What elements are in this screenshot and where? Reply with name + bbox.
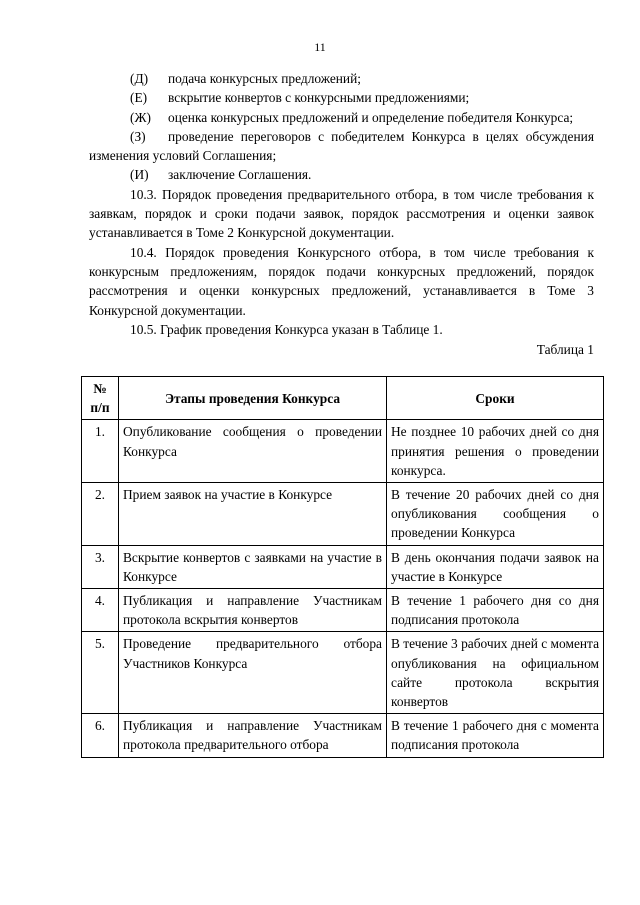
- table-row: [82, 632, 604, 714]
- row-stage: Опубликование сообщения о проведении Конкурса: [119, 420, 387, 483]
- row-num: 5.: [82, 632, 119, 714]
- document-body: [89, 69, 594, 359]
- list-text: вскрытие конвертов с конкурсными предложениями;: [168, 90, 470, 106]
- row-stage: Публикация и направление Участникам протокола предварительного отбора: [119, 714, 387, 757]
- paragraph-10-5: 10.5. График проведения Конкурса указан в Таблице 1.: [130, 321, 443, 337]
- row-stage: Проведение предварительного отбора Участников Конкурса: [119, 632, 387, 714]
- row-term: В течение 3 рабочих дней с момента опубликования на официальном сайте протокола вскрытия конвертов: [387, 632, 604, 714]
- list-marker: (Д): [130, 71, 149, 86]
- list-text: подача конкурсных предложений;: [168, 71, 361, 86]
- paragraph-10-4: 10.4. Порядок проведения Конкурсного отбора, в том числе требования к конкурсным предложениям, порядок подачи конкурсных предложений, порядок рассмотрения и оценки конкурсных предложений, устанавливается в Томе 3 Конкурсной документации.: [89, 244, 594, 318]
- list-item: [89, 127, 594, 166]
- row-term: В день окончания подачи заявок на участие в Конкурсе: [387, 545, 604, 588]
- row-num: 2.: [82, 483, 119, 546]
- table-row: [82, 483, 604, 546]
- list-marker: (Ж): [130, 109, 151, 125]
- list-marker: (З): [130, 128, 146, 144]
- header-term: Сроки: [387, 377, 604, 420]
- list-marker: (Е): [130, 90, 148, 106]
- table-header-row: [82, 377, 604, 420]
- list-item: [89, 88, 594, 107]
- row-term: В течение 1 рабочего дня со дня подписания протокола: [387, 589, 604, 632]
- header-num: № п/п: [82, 377, 119, 420]
- list-marker: (И): [130, 167, 149, 183]
- row-term: В течение 20 рабочих дней со дня опубликования сообщения о проведении Конкурса: [387, 483, 604, 546]
- list-item: [89, 108, 594, 127]
- table-row: [82, 420, 604, 483]
- row-num: 1.: [82, 420, 119, 483]
- row-num: 6.: [82, 714, 119, 757]
- table-row: [82, 589, 604, 632]
- row-term: В течение 1 рабочего дня с момента подписания протокола: [387, 714, 604, 757]
- paragraph-10-3: 10.3. Порядок проведения предварительного отбора, в том числе требования к заявкам, порядок и сроки подачи заявок, порядок рассмотрения и оценки заявок устанавливается в Томе 2 Конкурсной документации.: [89, 186, 594, 241]
- table-caption: Таблица 1: [536, 342, 594, 358]
- header-stage: Этапы проведения Конкурса: [119, 377, 387, 420]
- row-num: 3.: [82, 545, 119, 588]
- list-text: заключение Соглашения.: [168, 167, 312, 183]
- row-term: Не позднее 10 рабочих дней со дня принятия решения о проведении конкурса.: [387, 420, 604, 483]
- row-stage: Вскрытие конвертов с заявками на участие в Конкурсе: [119, 545, 387, 588]
- list-item: [89, 69, 594, 88]
- table-row: [82, 714, 604, 757]
- list-text: оценка конкурсных предложений и определение победителя Конкурса;: [168, 109, 574, 125]
- schedule-table: [81, 376, 604, 758]
- row-stage: Публикация и направление Участникам протокола вскрытия конвертов: [119, 589, 387, 632]
- row-num: 4.: [82, 589, 119, 632]
- list-item: [89, 165, 594, 184]
- row-stage: Прием заявок на участие в Конкурсе: [119, 483, 387, 546]
- page-number: 11: [314, 40, 326, 54]
- list-text: проведение переговоров с победителем Конкурса в целях обсуждения изменения условий Соглашения;: [89, 128, 594, 164]
- table-row: [82, 545, 604, 588]
